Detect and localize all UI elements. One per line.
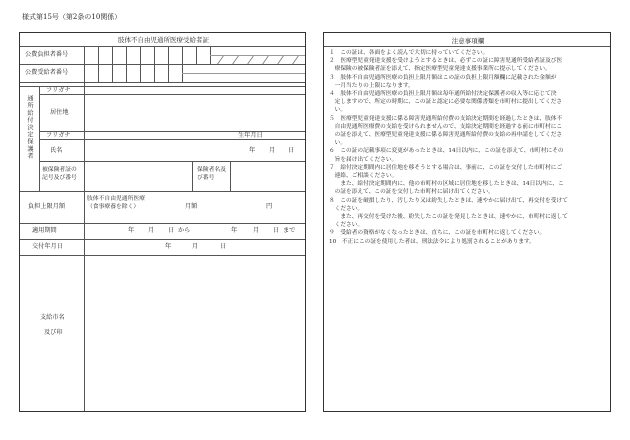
note-line: の証を添えて、医療型児童発達支援に係る障害児通所給付費の支給の再申請をしてくださ xyxy=(329,132,563,139)
note-line: 一月当たりの上限になります。 xyxy=(329,82,414,89)
rule xyxy=(192,161,193,191)
note-line: の証を添えて、この証を交付した市町村に届け出てください。 xyxy=(329,189,494,196)
form-number: 様式第15号（第2条の10関係） xyxy=(22,13,122,21)
guardian-section-label: 通所給付決定保護者 xyxy=(26,95,33,160)
hatch xyxy=(247,56,254,64)
notes-list xyxy=(329,49,609,246)
issue-day-unit: 日 xyxy=(220,243,227,250)
rule xyxy=(324,46,610,47)
birth-day-unit: 日 xyxy=(288,147,295,154)
name-label: 氏名 xyxy=(50,147,63,154)
birth-date-label: 生年月日 xyxy=(238,132,263,139)
rule xyxy=(39,94,305,95)
note-line: ９ 受給者の資格がなくなったときは、直ちに、この証を市町村に返してください。 xyxy=(329,230,546,237)
note-line: 定しますので、所定の時期に、この証と認定に必要な関係書類を市町村に提出してくださ xyxy=(329,99,563,106)
certificate-card xyxy=(19,32,306,412)
validity-from-year: 年 xyxy=(128,227,135,234)
furigana-label-1: フリガナ xyxy=(46,87,71,94)
note-line: 10 不正にこの証を使用した者は、刑法法令により処罰されることがあります。 xyxy=(329,238,535,245)
rule xyxy=(196,46,197,64)
rule xyxy=(98,46,99,82)
validity-until-day: 日 xyxy=(273,227,280,234)
note-line: 自由児通所医療費の支給を受けられませんので、支給決定期間を経過する前に市町村にこ xyxy=(329,123,563,130)
rule xyxy=(112,46,113,82)
hatch xyxy=(277,56,284,64)
hatch xyxy=(217,56,224,64)
rule xyxy=(84,46,85,411)
hatch xyxy=(232,56,239,64)
hatch xyxy=(262,56,269,64)
note-line: ください。 xyxy=(329,205,364,212)
validity-period-label: 適用期間 xyxy=(32,227,57,234)
public-recipient-number-label: 公費受給者番号 xyxy=(25,69,69,76)
rule xyxy=(20,239,305,240)
burden-limit-label: 負担上限月額 xyxy=(28,203,66,210)
rule xyxy=(126,46,127,82)
note-line: １ この証は、各面をよく読んで大切に持っていてください。 xyxy=(329,50,489,56)
rule xyxy=(39,131,305,132)
monthly-label: 月額 xyxy=(185,203,198,210)
birth-year-unit: 年 xyxy=(249,147,256,154)
rule xyxy=(168,46,169,82)
rule xyxy=(154,46,155,82)
notes-card xyxy=(323,32,611,412)
note-line: ６ この証の記載事項に変更があったときは、14日以内に、この証を添えて、市町村にその xyxy=(329,148,564,155)
note-line: い。 xyxy=(329,107,347,114)
notes-title: 注意事項欄 xyxy=(451,37,485,45)
note-line: 療保険の被保険者証を添えて、指定医療型児童発達支援事業所に提示してください。 xyxy=(329,66,551,73)
validity-until-year: 年 xyxy=(231,227,238,234)
note-line: ２ 医療型児童発達支援を受けようとするときは、必ずこの証に障害児通所受給者証及び医 xyxy=(329,58,563,65)
note-line: 旨を届け出てください。 xyxy=(329,156,398,163)
certificate-title: 肢体不自由児通所医療受給者証 xyxy=(118,36,209,44)
rule xyxy=(20,46,305,47)
validity-until-month: 月 xyxy=(253,227,260,234)
note-line: ５ 医療型児童発達支援に係る障害児通所給付費の支給決定期間を経過したときは、肢体不 xyxy=(329,115,563,122)
note-line: い。 xyxy=(329,140,347,147)
note-line: ７ 給付決定期間内に居住地を移そうとする場合は、事前に、この証を交付した市町村にご xyxy=(329,164,563,171)
rule xyxy=(20,82,305,83)
furigana-label-2: フリガナ xyxy=(46,132,71,139)
note-line: また、再交付を受けた後、紛失したこの証を発見したときは、速やかに、市町村に返して xyxy=(329,214,568,221)
validity-from-month: 月 xyxy=(148,227,155,234)
rule xyxy=(20,255,305,256)
note-line: ３ 肢体不自由児通所医療の負担上限月額はこの証の負担上限月額欄に記載された金額が xyxy=(329,74,557,81)
validity-from-label: から xyxy=(178,227,191,234)
rule xyxy=(182,46,183,82)
note-line: ください。 xyxy=(329,222,364,229)
rule xyxy=(39,86,40,191)
seal-label: 及び印 xyxy=(44,329,63,336)
public-payer-number-label: 公費負担者番号 xyxy=(25,51,69,58)
rule xyxy=(39,161,305,162)
note-line: ４ 肢体不自由児通所医療の負担上限月額は毎年通所給付決定保護者の収入等に応じて決 xyxy=(329,91,557,98)
burden-limit-description: 肢体不自由児通所医療（食事療養を除く） xyxy=(87,196,145,210)
municipality-name-label: 支給市名 xyxy=(40,314,65,321)
note-line: また、給付決定期間内に、他の市町村の区域に居住地を移したときは、14日以内に、こ xyxy=(329,181,564,188)
address-label: 居住地 xyxy=(50,109,69,116)
rule xyxy=(230,161,231,191)
rule xyxy=(182,73,305,74)
note-line: ８ この証を破損したり、汚したり又は紛失したときは、速やかに届け出て、再交付を受けて xyxy=(329,197,568,204)
rule xyxy=(20,223,305,224)
yen-unit: 円 xyxy=(266,203,273,210)
birth-month-unit: 月 xyxy=(269,147,276,154)
rule xyxy=(20,191,305,192)
rule xyxy=(20,64,305,65)
insured-card-code-label: 被保険者証の記号及び番号 xyxy=(42,167,77,181)
issue-date-label: 交付年月日 xyxy=(32,243,63,250)
insurer-name-label: 保険者名及び番号 xyxy=(197,167,226,181)
hatch xyxy=(292,56,299,64)
rule xyxy=(140,46,141,82)
validity-from-day: 日 xyxy=(168,227,175,234)
issue-month-unit: 月 xyxy=(192,243,199,250)
validity-until-label: まで xyxy=(283,227,296,234)
issue-year-unit: 年 xyxy=(165,243,172,250)
note-line: 連絡、ご相談ください。 xyxy=(329,173,398,180)
rule xyxy=(39,139,305,140)
